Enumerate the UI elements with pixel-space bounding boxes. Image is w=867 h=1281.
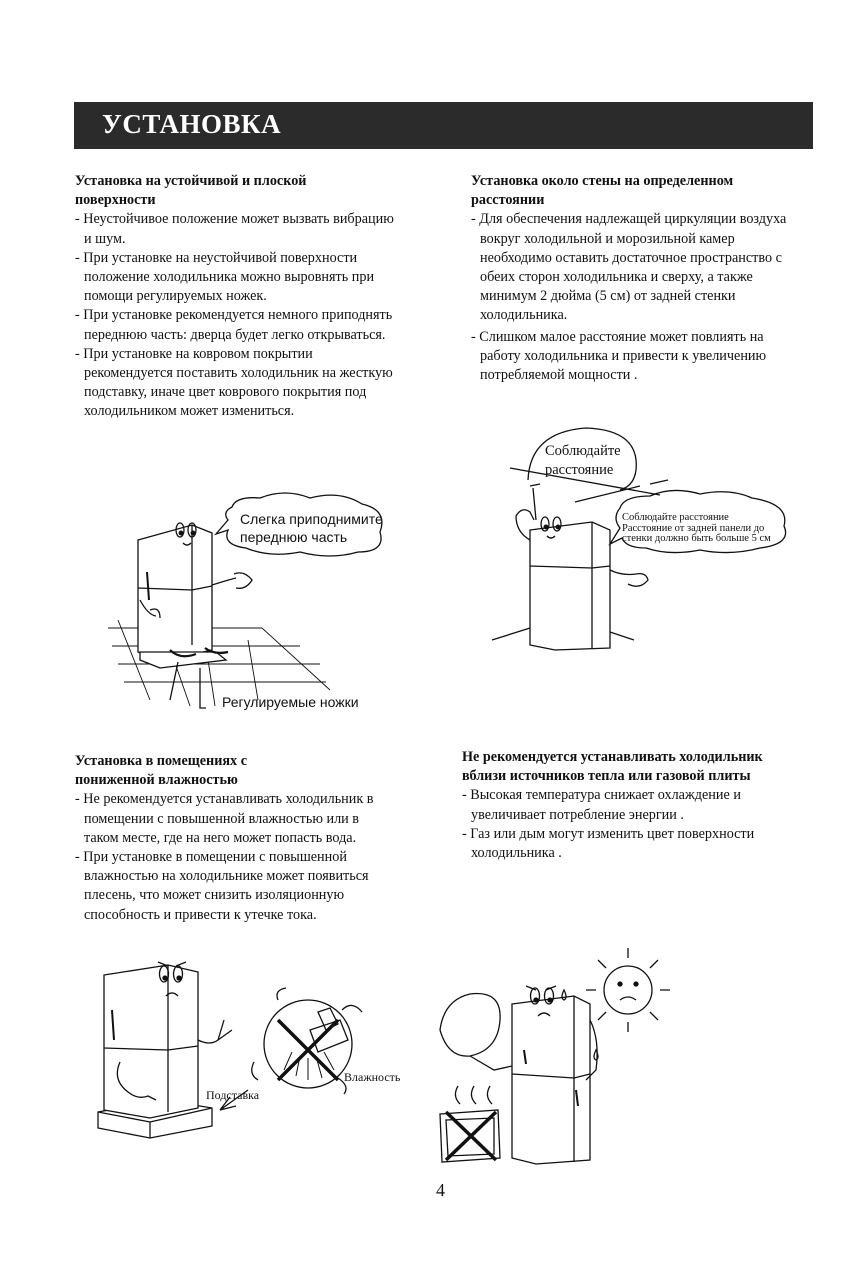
section-title: Не рекомендуется устанавливать холодильник вблизи источников тепла или газовой плиты (462, 749, 763, 785)
section-title: Установка на устойчивой и плоской поверхности (75, 173, 307, 209)
wall-distance-note: Соблюдайте расстояние (545, 443, 621, 478)
sun-icon (604, 966, 652, 1014)
list-item: - Газ или дым могут изменить цвет поверхности холодильника . (462, 825, 755, 862)
list-item: - При установке на неустойчивой поверхности положение холодильника можно выровнять при помощи регулируемых ножек. (75, 249, 375, 305)
list-item: - Высокая температура снижает охлаждение и увеличивает потребление энергии . (462, 787, 741, 823)
list-item: - При установке на ковровом покрытии рекомендуется поставить холодильник на жесткую подставку, иначе цвет коврового покрытия под холодильником может измениться. (75, 345, 393, 420)
bubble-text: Слегка приподнимите переднюю часть (240, 511, 383, 545)
section-title: Установка около стены на определенном расстоянии (471, 173, 734, 209)
list-item: - Не рекомендуется устанавливать холодильник в помещении с повышенной влажностью или в таком месте, где на него может попасть вода. (75, 791, 374, 846)
list-item: - При установке рекомендуется немного приподнять переднюю часть: дверца будет легко открываться. (75, 307, 393, 343)
stand-label: Подставка (206, 1088, 260, 1102)
page-number: 4 (436, 1180, 445, 1200)
hand-fan-icon (440, 994, 500, 1057)
list-item: - Слишком малое расстояние может повлиять на работу холодильника и привести к увеличению потребляемой мощности . (471, 328, 767, 384)
list-item: - Неустойчивое положение может вызвать вибрацию и шум. (75, 211, 394, 247)
fridge-body (512, 996, 590, 1164)
list-item: - При установке в помещении с повышенной влажностью на холодильнике может появиться плесень, что может снизить изоляционную способность и привести к утечке тока. (75, 849, 369, 923)
legs-label: Регулируемые ножки (222, 694, 359, 710)
section-title: Установка в помещениях с пониженной влажностью (75, 753, 247, 789)
bubble-text: Соблюдайте расстояние Расстояние от задней панели до стенки должно быть больше 5 см (622, 512, 771, 544)
page-title: УСТАНОВКА (102, 109, 282, 139)
list-item: - Для обеспечения надлежащей циркуляции воздуха вокруг холодильной и морозильной камер необходимо оставить достаточное пространство с обеих сторон холодильника и сверху, а также минимум 2 дюйма (5 см) от задней стенки холодильника. (471, 211, 787, 324)
humidity-label: Влажность (344, 1070, 401, 1084)
